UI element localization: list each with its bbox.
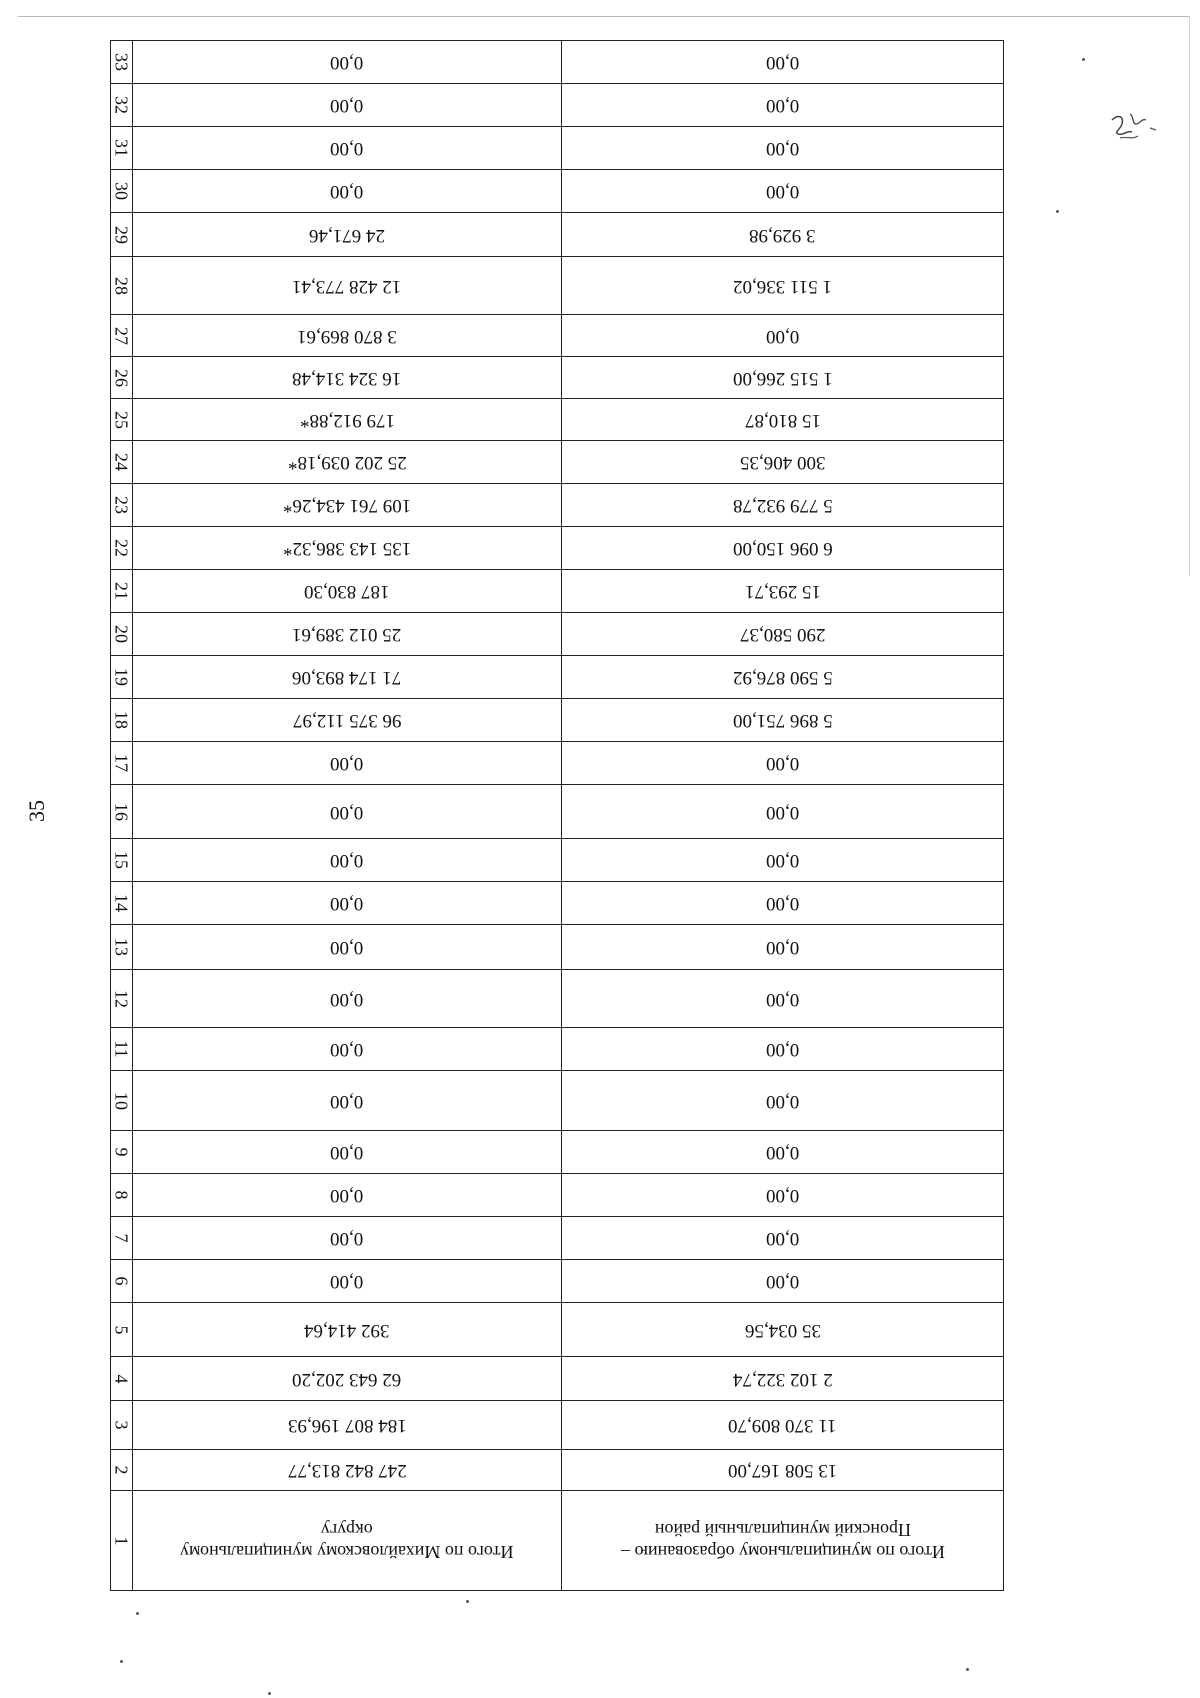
row-number-cell bbox=[111, 170, 133, 213]
table-row bbox=[111, 839, 1004, 882]
mikhailovsky-value-cell bbox=[133, 839, 562, 882]
row-number-cell bbox=[111, 1450, 133, 1491]
pronsky-value-cell bbox=[562, 882, 1004, 925]
pronsky-value-cell bbox=[562, 213, 1004, 257]
table-row bbox=[111, 742, 1004, 785]
mikhailovsky-value-cell bbox=[133, 1174, 562, 1217]
table-row bbox=[111, 213, 1004, 257]
row-number: 26 bbox=[111, 368, 132, 387]
mikhailovsky-value: 187 830,30 bbox=[304, 581, 390, 602]
mikhailovsky-value-cell bbox=[133, 170, 562, 213]
pronsky-value-cell bbox=[562, 656, 1004, 699]
row-number-cell bbox=[111, 925, 133, 970]
pronsky-value-cell bbox=[562, 484, 1004, 527]
pronsky-value-cell bbox=[562, 1217, 1004, 1260]
pronsky-value: 0,00 bbox=[765, 181, 800, 202]
mikhailovsky-value: 71 174 893,06 bbox=[292, 667, 402, 688]
pronsky-value-cell bbox=[562, 925, 1004, 970]
table-row bbox=[111, 127, 1004, 170]
row-number-cell bbox=[111, 1357, 133, 1401]
mikhailovsky-value-cell bbox=[133, 41, 562, 84]
mikhailovsky-value: 0,00 bbox=[330, 850, 364, 871]
pronsky-value-cell bbox=[562, 742, 1004, 785]
page-right-edge bbox=[1189, 16, 1190, 576]
row-number: 2 bbox=[111, 1465, 132, 1475]
scan-speck bbox=[966, 1668, 969, 1671]
table-row bbox=[111, 925, 1004, 970]
pronsky-value: 1 515 266,00 bbox=[732, 367, 833, 389]
pronsky-value-cell bbox=[562, 970, 1004, 1028]
pronsky-value: 0,00 bbox=[765, 988, 800, 1010]
pronsky-value: 15 293,71 bbox=[744, 581, 821, 602]
row-number-cell bbox=[111, 84, 133, 127]
pronsky-value: 1 511 336,02 bbox=[732, 275, 833, 297]
pronsky-value: 0,00 bbox=[765, 1228, 800, 1249]
mikhailovsky-value-cell bbox=[133, 1450, 562, 1491]
mikhailovsky-value: 96 375 112,97 bbox=[292, 710, 402, 731]
row-number: 19 bbox=[111, 668, 132, 686]
scan-speck bbox=[136, 1612, 139, 1615]
mikhailovsky-value-cell bbox=[133, 84, 562, 127]
pronsky-value-cell bbox=[562, 1028, 1004, 1071]
pronsky-value: 0,00 bbox=[765, 753, 800, 774]
mikhailovsky-value-cell bbox=[133, 570, 562, 613]
row-number-cell bbox=[111, 1260, 133, 1303]
table-row bbox=[111, 84, 1004, 127]
pronsky-value-cell bbox=[562, 1303, 1004, 1357]
mikhailovsky-value: 0,00 bbox=[330, 893, 364, 914]
row-number-cell bbox=[111, 213, 133, 257]
mikhailovsky-column-label-cell bbox=[133, 1491, 562, 1591]
pronsky-column-label-cell bbox=[562, 1491, 1004, 1591]
mikhailovsky-value: 0,00 bbox=[330, 181, 364, 202]
page-number: 35 bbox=[24, 800, 49, 822]
mikhailovsky-value: 62 643 202,20 bbox=[292, 1368, 402, 1390]
table-row bbox=[111, 1260, 1004, 1303]
scan-speck bbox=[268, 1692, 271, 1695]
row-number: 30 bbox=[111, 182, 132, 200]
row-number-cell bbox=[111, 484, 133, 527]
mikhailovsky-value-cell bbox=[133, 970, 562, 1028]
row-number-cell bbox=[111, 1131, 133, 1174]
row-number: 31 bbox=[111, 139, 132, 157]
pronsky-value: 0,00 bbox=[765, 850, 800, 871]
pronsky-value-cell bbox=[562, 1174, 1004, 1217]
row-number-cell bbox=[111, 1401, 133, 1450]
mikhailovsky-value: 0,00 bbox=[330, 937, 364, 958]
mikhailovsky-value: 0,00 bbox=[330, 1039, 364, 1060]
pronsky-value-cell bbox=[562, 399, 1004, 441]
mikhailovsky-value: 0,00 bbox=[330, 988, 364, 1010]
mikhailovsky-value: 16 324 314,48 bbox=[292, 367, 402, 389]
row-number-cell bbox=[111, 742, 133, 785]
pronsky-value: 13 508 167,00 bbox=[727, 1460, 838, 1481]
row-number-cell bbox=[111, 399, 133, 441]
row-number: 13 bbox=[111, 938, 132, 956]
pronsky-value: 0,00 bbox=[765, 95, 800, 116]
row-number-cell bbox=[111, 1071, 133, 1131]
pronsky-value: 0,00 bbox=[765, 52, 800, 73]
mikhailovsky-value: 0,00 bbox=[330, 1185, 364, 1206]
pronsky-value-cell bbox=[562, 699, 1004, 742]
mikhailovsky-value-cell bbox=[133, 613, 562, 656]
mikhailovsky-value: 179 912,88* bbox=[299, 409, 395, 431]
mikhailovsky-value-cell bbox=[133, 1217, 562, 1260]
row-number: 16 bbox=[111, 802, 132, 821]
table-row bbox=[111, 1401, 1004, 1450]
table-label-row bbox=[111, 1491, 1004, 1591]
mikhailovsky-value-cell bbox=[133, 742, 562, 785]
row-number: 5 bbox=[111, 1325, 132, 1334]
mikhailovsky-value: 0,00 bbox=[330, 138, 364, 159]
table-row bbox=[111, 441, 1004, 484]
row-number: 9 bbox=[111, 1147, 132, 1157]
row-number: 4 bbox=[111, 1374, 132, 1383]
mikhailovsky-value-cell bbox=[133, 699, 562, 742]
table-body bbox=[111, 41, 1004, 1591]
pronsky-value: 300 406,35 bbox=[739, 452, 826, 473]
pronsky-value: 290 580,37 bbox=[739, 624, 826, 645]
table-row bbox=[111, 570, 1004, 613]
mikhailovsky-value-cell bbox=[133, 656, 562, 699]
mikhailovsky-value-cell bbox=[133, 257, 562, 315]
mikhailovsky-value-cell bbox=[133, 127, 562, 170]
mikhailovsky-value-cell bbox=[133, 1131, 562, 1174]
row-number: 14 bbox=[111, 894, 132, 912]
row-number-cell bbox=[111, 41, 133, 84]
pronsky-value-cell bbox=[562, 357, 1004, 399]
table-row bbox=[111, 613, 1004, 656]
pronsky-value-cell bbox=[562, 84, 1004, 127]
row-number-cell bbox=[111, 1174, 133, 1217]
row-number: 23 bbox=[111, 496, 132, 514]
pronsky-value-cell bbox=[562, 1357, 1004, 1401]
row-number: 6 bbox=[111, 1276, 132, 1286]
pronsky-value-cell bbox=[562, 839, 1004, 882]
pronsky-value-cell bbox=[562, 785, 1004, 839]
mikhailovsky-value-cell bbox=[133, 1357, 562, 1401]
row-number: 15 bbox=[111, 851, 132, 869]
mikhailovsky-value: 25 202 039,18* bbox=[287, 452, 407, 473]
mikhailovsky-value-cell bbox=[133, 1260, 562, 1303]
row-number: 7 bbox=[111, 1233, 132, 1243]
table-row bbox=[111, 882, 1004, 925]
mikhailovsky-value: 392 414,64 bbox=[304, 1319, 390, 1341]
mikhailovsky-value: 247 842 813,77 bbox=[287, 1460, 407, 1481]
row-number-cell bbox=[111, 527, 133, 570]
pronsky-value: 5 779 932,78 bbox=[732, 495, 833, 516]
handwritten-mark bbox=[1100, 98, 1168, 154]
table-row bbox=[111, 1174, 1004, 1217]
mikhailovsky-value: 0,00 bbox=[330, 753, 364, 774]
budget-totals-table bbox=[110, 40, 1004, 1591]
pronsky-value: 35 034,56 bbox=[744, 1319, 821, 1341]
row-number-cell bbox=[111, 1028, 133, 1071]
mikhailovsky-value-cell bbox=[133, 1401, 562, 1450]
mikhailovsky-value-cell bbox=[133, 441, 562, 484]
pronsky-value-cell bbox=[562, 127, 1004, 170]
pronsky-value-cell bbox=[562, 1260, 1004, 1303]
row-number: 17 bbox=[111, 754, 132, 772]
table-row bbox=[111, 527, 1004, 570]
page-top-edge bbox=[18, 16, 1190, 17]
row-number-cell bbox=[111, 315, 133, 357]
pronsky-value: 0,00 bbox=[765, 1090, 800, 1112]
row-number-cell bbox=[111, 613, 133, 656]
mikhailovsky-value-cell bbox=[133, 357, 562, 399]
mikhailovsky-value: 0,00 bbox=[330, 95, 364, 116]
mikhailovsky-value-cell bbox=[133, 484, 562, 527]
row-number: 22 bbox=[111, 539, 132, 557]
pronsky-value: 0,00 bbox=[765, 138, 800, 159]
row-number: 18 bbox=[111, 711, 132, 729]
row-number-cell bbox=[111, 839, 133, 882]
row-number: 32 bbox=[111, 96, 132, 114]
row-number-cell bbox=[111, 570, 133, 613]
table-row bbox=[111, 399, 1004, 441]
pronsky-value-cell bbox=[562, 315, 1004, 357]
mikhailovsky-value-cell bbox=[133, 1303, 562, 1357]
mikhailovsky-value-cell bbox=[133, 1028, 562, 1071]
row-number: 21 bbox=[111, 582, 132, 600]
row-number-cell bbox=[111, 882, 133, 925]
table-row bbox=[111, 1303, 1004, 1357]
row-number-cell bbox=[111, 656, 133, 699]
row-number: 28 bbox=[111, 276, 132, 295]
pronsky-value-cell bbox=[562, 257, 1004, 315]
row-number-cell bbox=[111, 970, 133, 1028]
row-number-cell bbox=[111, 699, 133, 742]
row-number-cell bbox=[111, 357, 133, 399]
row-number-cell bbox=[111, 1303, 133, 1357]
pronsky-value-cell bbox=[562, 527, 1004, 570]
mikhailovsky-value: 0,00 bbox=[330, 52, 364, 73]
pronsky-value: 0,00 bbox=[765, 325, 800, 347]
mikhailovsky-value-cell bbox=[133, 527, 562, 570]
scan-speck bbox=[1056, 210, 1059, 213]
row-number: 10 bbox=[111, 1091, 132, 1110]
pronsky-value-cell bbox=[562, 441, 1004, 484]
pronsky-value: 5 590 876,92 bbox=[732, 667, 833, 688]
table-row bbox=[111, 41, 1004, 84]
table-row bbox=[111, 484, 1004, 527]
mikhailovsky-value: 0,00 bbox=[330, 1228, 364, 1249]
mikhailovsky-value: 0,00 bbox=[330, 801, 364, 823]
mikhailovsky-value-cell bbox=[133, 925, 562, 970]
row-number-cell bbox=[111, 441, 133, 484]
pronsky-value: 5 896 751,00 bbox=[732, 710, 833, 731]
row-number: 20 bbox=[111, 625, 132, 643]
mikhailovsky-value: 0,00 bbox=[330, 1090, 364, 1112]
mikhailovsky-value: 0,00 bbox=[330, 1271, 364, 1292]
pronsky-value: 0,00 bbox=[765, 1271, 800, 1292]
scan-speck bbox=[1082, 58, 1085, 61]
pronsky-value: 2 102 322,74 bbox=[732, 1368, 833, 1390]
pronsky-value: 0,00 bbox=[765, 1185, 800, 1206]
pronsky-value-cell bbox=[562, 1131, 1004, 1174]
pronsky-value-cell bbox=[562, 41, 1004, 84]
row-number: 8 bbox=[111, 1190, 132, 1200]
row-number: 11 bbox=[111, 1040, 132, 1058]
mikhailovsky-value: 12 428 773,41 bbox=[292, 275, 402, 297]
row-number: 24 bbox=[111, 453, 132, 471]
table-row bbox=[111, 656, 1004, 699]
pronsky-value-cell bbox=[562, 1450, 1004, 1491]
table-row bbox=[111, 970, 1004, 1028]
pronsky-value: 0,00 bbox=[765, 937, 800, 958]
row-number-cell bbox=[111, 257, 133, 315]
mikhailovsky-value: 184 807 196,93 bbox=[287, 1415, 407, 1436]
pronsky-value-cell bbox=[562, 1071, 1004, 1131]
mikhailovsky-value: 135 143 386,32* bbox=[282, 538, 412, 559]
row-number-cell bbox=[111, 785, 133, 839]
table-row bbox=[111, 1217, 1004, 1260]
pronsky-value-cell bbox=[562, 613, 1004, 656]
table-row bbox=[111, 1028, 1004, 1071]
row-number: 27 bbox=[111, 326, 132, 345]
row-number: 33 bbox=[111, 53, 132, 71]
mikhailovsky-value-cell bbox=[133, 1071, 562, 1131]
row-number: 29 bbox=[111, 225, 132, 244]
pronsky-value: 3 929,98 bbox=[749, 224, 816, 246]
row-number: 3 bbox=[111, 1420, 132, 1430]
scan-speck bbox=[466, 1600, 469, 1603]
pronsky-value: 11 370 809,70 bbox=[728, 1415, 837, 1436]
mikhailovsky-value: 24 671,46 bbox=[309, 224, 385, 246]
table-row bbox=[111, 257, 1004, 315]
table-row bbox=[111, 785, 1004, 839]
pronsky-value: 0,00 bbox=[765, 893, 800, 914]
table-row bbox=[111, 357, 1004, 399]
mikhailovsky-value-cell bbox=[133, 785, 562, 839]
table-row bbox=[111, 1131, 1004, 1174]
table-row bbox=[111, 1357, 1004, 1401]
mikhailovsky-value-cell bbox=[133, 882, 562, 925]
table-row bbox=[111, 170, 1004, 213]
scan-speck bbox=[120, 1660, 123, 1663]
row-number: 1 bbox=[111, 1536, 132, 1545]
row-number-cell bbox=[111, 1217, 133, 1260]
table-row bbox=[111, 1071, 1004, 1131]
row-number: 25 bbox=[111, 410, 132, 429]
table-row bbox=[111, 1450, 1004, 1491]
mikhailovsky-column-label: Итого по Михайловскому муниципальному округу bbox=[180, 1519, 514, 1562]
pronsky-value-cell bbox=[562, 170, 1004, 213]
table-row bbox=[111, 315, 1004, 357]
mikhailovsky-value: 25 012 389,61 bbox=[292, 624, 402, 645]
mikhailovsky-value-cell bbox=[133, 399, 562, 441]
table-row bbox=[111, 699, 1004, 742]
pronsky-column-label: Итого по муниципальному образованию – Пронский муниципальный район bbox=[620, 1519, 945, 1562]
mikhailovsky-value: 3 870 869,61 bbox=[297, 325, 397, 347]
mikhailovsky-value: 0,00 bbox=[330, 1142, 364, 1163]
mikhailovsky-value-cell bbox=[133, 315, 562, 357]
row-number: 12 bbox=[111, 989, 132, 1008]
pronsky-value: 0,00 bbox=[765, 1142, 800, 1163]
row-number-cell bbox=[111, 1491, 133, 1591]
pronsky-value: 15 810,87 bbox=[744, 409, 821, 431]
pronsky-value: 6 096 150,00 bbox=[732, 538, 833, 559]
pronsky-value-cell bbox=[562, 570, 1004, 613]
pronsky-value-cell bbox=[562, 1401, 1004, 1450]
row-number-cell bbox=[111, 127, 133, 170]
mikhailovsky-value: 109 761 434,26* bbox=[282, 495, 412, 516]
pronsky-value: 0,00 bbox=[765, 1039, 800, 1060]
mikhailovsky-value-cell bbox=[133, 213, 562, 257]
pronsky-value: 0,00 bbox=[765, 801, 800, 823]
